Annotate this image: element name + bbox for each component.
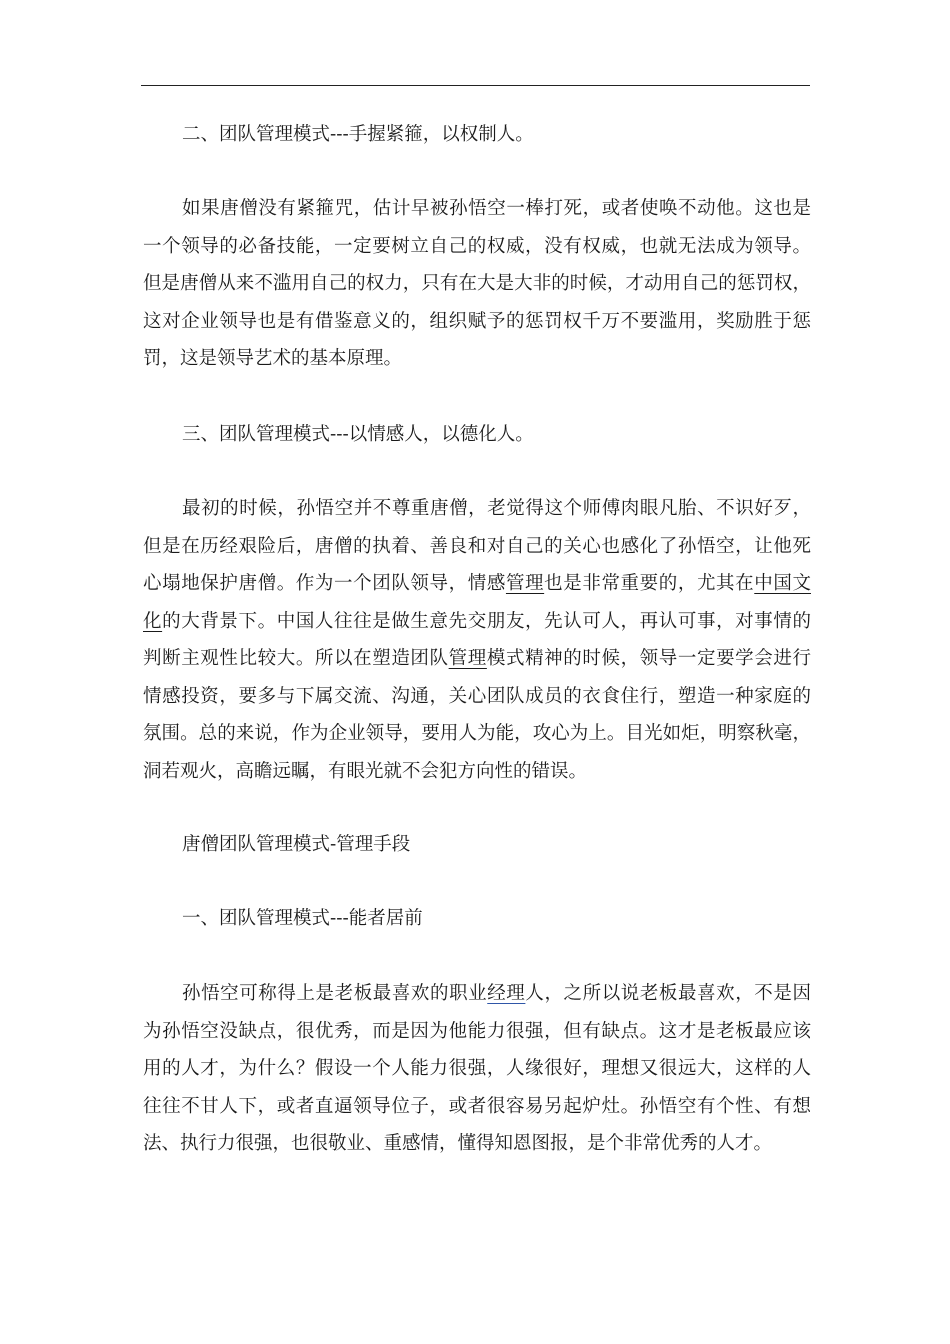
paragraph-line: 法、执行力很强，也很敬业、重感情，懂得知恩图报，是个非常优秀的人才。: [143, 1133, 773, 1154]
paragraph-line: 往往不甘人下，或者直逼领导位子，或者很容易另起炉灶。孙悟空有个性、有想: [143, 1095, 811, 1117]
paragraph-line: [143, 603, 811, 641]
paragraph-emotion: [143, 490, 811, 790]
section-heading-2: 二、团队管理模式---手握紧箍，以权制人。: [182, 124, 534, 145]
paragraph-line: [143, 565, 811, 603]
paragraph-line: 情感投资，要多与下属交流、沟通，关心团队成员的衣食住行，塑造一种家庭的: [143, 685, 811, 707]
text-run: 也是非常重要的，尤其在: [544, 573, 755, 594]
paragraph-line: 最初的时候，孙悟空并不尊重唐僧，老觉得这个师傅肉眼凡胎、不识好歹，: [182, 498, 811, 519]
paragraph-line: 洞若观火，高瞻远瞩，有眼光就不会犯方向性的错误。: [143, 760, 588, 782]
text-run: 孙悟空可称得上是老板最喜欢的职业: [182, 983, 488, 1004]
paragraph-line: 罚，这是领导艺术的基本原理。: [143, 348, 403, 369]
management-link[interactable]: 管理: [505, 573, 545, 594]
text-run: 人，之所以说老板最喜欢，不是因: [525, 983, 811, 1004]
chinese-culture-link-cont[interactable]: 化: [143, 610, 163, 632]
manager-link[interactable]: 经理: [487, 983, 526, 1004]
paragraph-line: 这对企业领导也是有借鉴意义的，组织赋予的惩罚权千万不要滥用，奖励胜于惩: [143, 310, 811, 332]
paragraph-line: 为孙悟空没缺点，很优秀，而是因为他能力很强，但有缺点。这才是老板最应该: [143, 1020, 811, 1042]
paragraph-capability: [143, 975, 811, 1163]
section-heading-1: 一、团队管理模式---能者居前: [182, 908, 423, 929]
paragraph-line: 一个领导的必备技能，一定要树立自己的权威，没有权威，也就无法成为领导。: [143, 235, 811, 257]
header-rule: [141, 85, 810, 86]
paragraph-line: 如果唐僧没有紧箍咒，估计早被孙悟空一棒打死，或者使唤不动他。这也是: [182, 198, 811, 219]
paragraph-line: [143, 640, 811, 678]
paragraph-line: 用的人才，为什么？假设一个人能力很强，人缘很好，理想又很远大，这样的人: [143, 1058, 811, 1079]
subheading: 唐僧团队管理模式-管理手段: [182, 834, 411, 855]
text-run: 的大背景下。中国人往往是做生意先交朋友，先认可人，再认可事，对事情的: [162, 610, 811, 632]
text-run: 判断主观性比较大。所以在塑造团队: [143, 648, 449, 669]
paragraph-line: 氛围。总的来说，作为企业领导，要用人为能，攻心为上。目光如炬，明察秋毫，: [143, 723, 811, 744]
paragraph-line: [143, 975, 811, 1013]
text-run: 心塌地保护唐僧。作为一个团队领导，情感: [143, 573, 506, 594]
chinese-culture-link[interactable]: 中国文: [754, 573, 811, 594]
management-link[interactable]: 管理: [448, 648, 487, 669]
paragraph-line: 但是唐僧从来不滥用自己的权力，只有在大是大非的时候，才动用自己的惩罚权，: [143, 273, 811, 294]
section-heading-3: 三、团队管理模式---以情感人，以德化人。: [182, 424, 534, 445]
text-run: 模式精神的时候，领导一定要学会进行: [486, 648, 811, 669]
paragraph-authority: [143, 190, 811, 378]
paragraph-line: 但是在历经艰险后，唐僧的执着、善良和对自己的关心也感化了孙悟空，让他死: [143, 535, 811, 557]
